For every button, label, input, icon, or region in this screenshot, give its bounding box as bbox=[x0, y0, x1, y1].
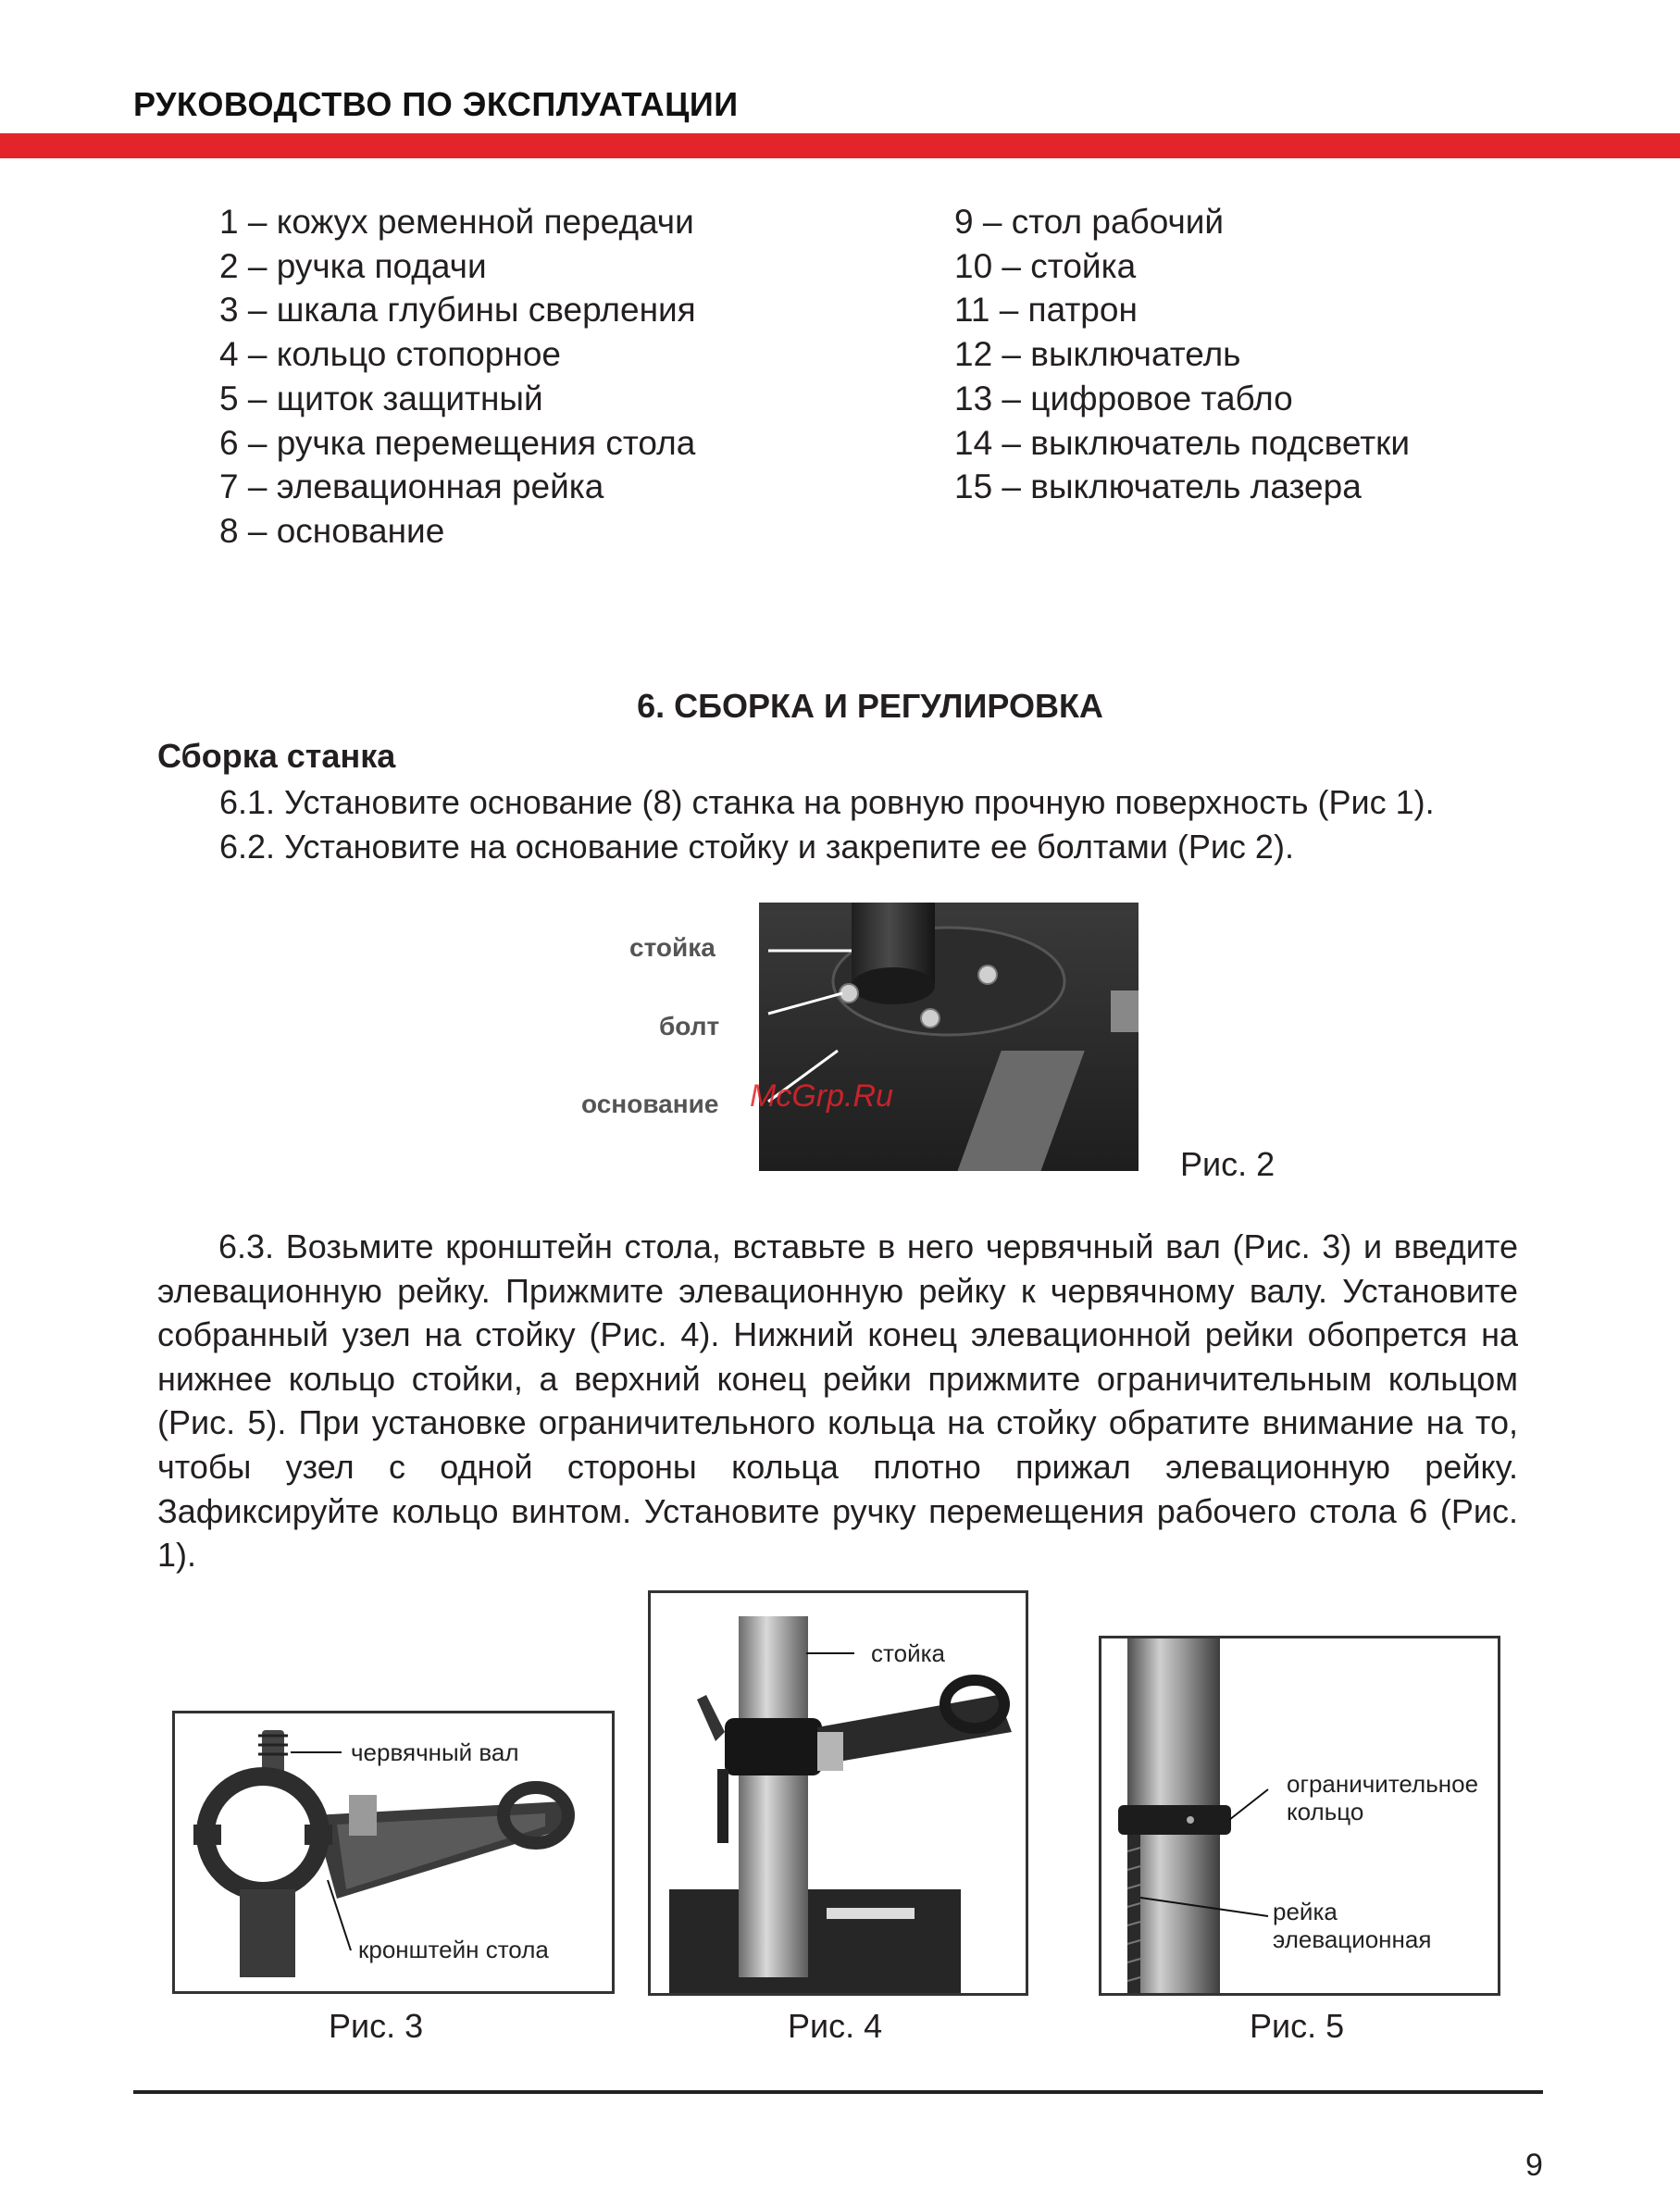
watermark: McGrp.Ru bbox=[750, 1078, 893, 1114]
base-slot bbox=[827, 1908, 915, 1919]
label-bolt: болт bbox=[659, 1012, 720, 1040]
legend-right-column bbox=[954, 200, 1410, 509]
legend-item: 1 – кожух ременной передачи bbox=[219, 203, 694, 241]
step-6-2: 6.2. Установите на основание стойку и закрепите ее болтами (Рис 2). bbox=[219, 828, 1294, 866]
handle bbox=[697, 1695, 725, 1741]
footer-rule bbox=[133, 2090, 1543, 2094]
set-screw bbox=[1187, 1816, 1194, 1824]
elevation-rack bbox=[1127, 1835, 1140, 1993]
bracket-ring bbox=[205, 1776, 320, 1891]
legend-item: 3 – шкала глубины сверления bbox=[219, 291, 696, 330]
figure-2 bbox=[574, 903, 1139, 1171]
ring-lug bbox=[193, 1825, 221, 1845]
section-title: 6. СБОРКА И РЕГУЛИРОВКА bbox=[637, 687, 1103, 725]
bolt bbox=[921, 1009, 940, 1028]
label-limit-ring-2: кольцо bbox=[1287, 1798, 1364, 1825]
figure-4 bbox=[648, 1590, 1028, 1996]
legend-item: 2 – ручка подачи bbox=[219, 246, 487, 285]
caption-fig-2: Рис. 2 bbox=[1180, 1145, 1276, 1183]
figure-3 bbox=[172, 1711, 615, 1994]
legend-item: 11 – патрон bbox=[954, 291, 1138, 330]
legend-item: 6 – ручка перемещения стола bbox=[219, 423, 696, 462]
legend-item: 4 – кольцо стопорное bbox=[219, 335, 561, 374]
legend-item: 10 – стойка bbox=[954, 246, 1137, 285]
page-number: 9 bbox=[1525, 2148, 1543, 2183]
legend-item: 14 – выключатель подсветки bbox=[954, 423, 1411, 462]
base bbox=[669, 1889, 961, 1993]
label-limit-ring-1: ограничительное bbox=[1287, 1770, 1479, 1798]
bolt bbox=[978, 965, 997, 984]
leader-line bbox=[1229, 1789, 1268, 1820]
figure-5 bbox=[1099, 1636, 1500, 1996]
slot-edge bbox=[1111, 990, 1139, 1032]
step-6-1: 6.1. Установите основание (8) станка на ровную прочную поверхность (Рис 1). bbox=[219, 783, 1435, 821]
page-header-title: РУКОВОДСТВО ПО ЭКСПЛУАТАЦИИ bbox=[133, 85, 739, 123]
collar bbox=[349, 1795, 377, 1836]
label-rack-1: рейка bbox=[1273, 1898, 1338, 1925]
subheading: Сборка станка bbox=[157, 737, 396, 775]
bracket-collar bbox=[725, 1718, 822, 1775]
bracket-foot bbox=[240, 1889, 295, 1977]
header-accent-bar bbox=[0, 133, 1680, 158]
caption-fig-5: Рис. 5 bbox=[1250, 2007, 1345, 2045]
label-base: основание bbox=[581, 1090, 719, 1118]
rack bbox=[717, 1769, 728, 1843]
column bbox=[739, 1616, 808, 1977]
label-worm-shaft: червячный вал bbox=[351, 1738, 519, 1766]
legend-item: 7 – элевационная рейка bbox=[219, 467, 604, 506]
ring-lug bbox=[305, 1825, 332, 1845]
label-post: стойка bbox=[629, 933, 716, 962]
figure-4-photo bbox=[651, 1593, 1026, 1993]
paragraph-text: 6.3. Возьмите кронштейн стола, вставьте в него червячный вал (Рис. 3) и введите элевационную рейку. Прижмите элевационную рейку к червячному валу. Установите собранный узел на стойку (Рис. 4). Нижний конец элевационной рейки обопрется на нижнее кольцо стойки, а верхний конец рейки прижмите ограничительным кольцом (Рис. 5). При установке ограничительного кольца на стойку обратите внимание на то, чтобы узел с одной стороны кольца плотно прижал элевационную рейку. Зафиксируйте кольцо винтом. Установите ручку перемещения рабочего стола 6 (Рис. 1). bbox=[157, 1227, 1518, 1575]
legend-item: 9 – стол рабочий bbox=[954, 203, 1225, 241]
label-rack-2: элевационная bbox=[1273, 1925, 1432, 1953]
caption-fig-3: Рис. 3 bbox=[329, 2007, 424, 2045]
label-table-bracket: кронштейн стола bbox=[358, 1936, 549, 1963]
legend-item: 12 – выключатель bbox=[954, 335, 1241, 374]
label-column: стойка bbox=[871, 1639, 946, 1667]
paragraph-6-3 bbox=[157, 1225, 1518, 1577]
legend-item: 15 – выключатель лазера bbox=[954, 467, 1362, 506]
legend-item: 5 – щиток защитный bbox=[219, 379, 543, 417]
post-bottom bbox=[852, 967, 935, 1004]
legend-left-column bbox=[219, 200, 696, 554]
caption-fig-4: Рис. 4 bbox=[788, 2007, 883, 2045]
legend-item: 8 – основание bbox=[219, 511, 445, 550]
limit-ring bbox=[1118, 1805, 1231, 1835]
collar bbox=[817, 1732, 843, 1771]
legend-item: 13 – цифровое табло bbox=[954, 379, 1293, 417]
